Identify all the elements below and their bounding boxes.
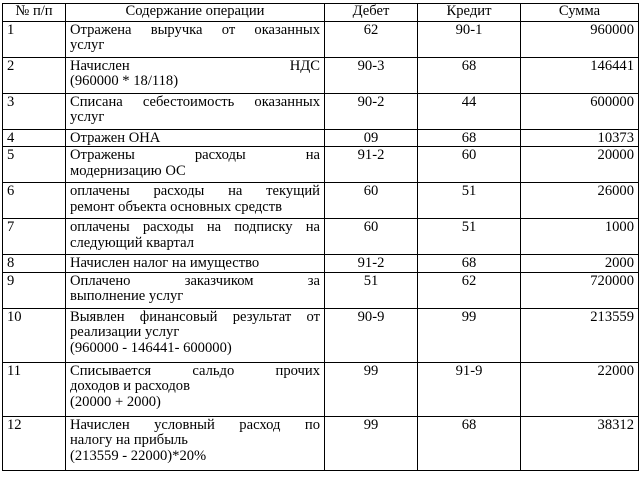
amount-value: 2000 bbox=[521, 255, 639, 272]
table-row bbox=[3, 147, 639, 183]
operation-line: Выявлен финансовый результат от bbox=[70, 308, 320, 325]
header-amount: Сумма bbox=[521, 4, 639, 22]
row-number: 10 bbox=[3, 308, 66, 362]
table-row bbox=[3, 58, 639, 94]
operation-line: услуг bbox=[70, 109, 105, 126]
operation-description bbox=[66, 183, 325, 219]
debit-account: 60 bbox=[325, 219, 418, 255]
operation-line: (960000 - 146441- 600000) bbox=[70, 339, 232, 356]
table-row bbox=[3, 130, 639, 147]
table-row bbox=[3, 416, 639, 470]
operation-line: (20000 + 2000) bbox=[70, 393, 161, 410]
debit-account: 91-2 bbox=[325, 147, 418, 183]
operation-line: реализации услуг bbox=[70, 324, 180, 341]
operation-description bbox=[66, 219, 325, 255]
table-row bbox=[3, 255, 639, 272]
row-number: 6 bbox=[3, 183, 66, 219]
table-row bbox=[3, 219, 639, 255]
operation-description bbox=[66, 58, 325, 94]
operation-line: Списана себестоимость оказанных bbox=[70, 94, 320, 110]
amount-value: 146441 bbox=[521, 58, 639, 94]
amount-value: 38312 bbox=[521, 416, 639, 470]
operation-description bbox=[66, 94, 325, 130]
row-number: 2 bbox=[3, 58, 66, 94]
amount-value: 600000 bbox=[521, 94, 639, 130]
amount-value: 20000 bbox=[521, 147, 639, 183]
operation-line: Начислен НДС bbox=[70, 58, 320, 74]
amount-value: 720000 bbox=[521, 272, 639, 308]
header-operation: Содержание операции bbox=[66, 4, 325, 22]
operation-description bbox=[66, 22, 325, 58]
row-number: 8 bbox=[3, 255, 66, 272]
operations-table bbox=[2, 3, 639, 471]
row-number: 7 bbox=[3, 219, 66, 255]
amount-value: 960000 bbox=[521, 22, 639, 58]
header-credit: Кредит bbox=[418, 4, 521, 22]
operation-description bbox=[66, 147, 325, 183]
operation-line: выполнение услуг bbox=[70, 288, 184, 305]
amount-value: 26000 bbox=[521, 183, 639, 219]
operation-line: Списывается сальдо прочих bbox=[70, 362, 320, 379]
credit-account: 51 bbox=[418, 219, 521, 255]
header-row bbox=[3, 4, 639, 22]
debit-account: 91-2 bbox=[325, 255, 418, 272]
debit-account: 90-2 bbox=[325, 94, 418, 130]
operation-description bbox=[66, 362, 325, 416]
operation-line: оплачены расходы на подписку на bbox=[70, 219, 320, 236]
operation-line: Отражен ОНА bbox=[70, 130, 161, 146]
operation-line: (213559 - 22000)*20% bbox=[70, 447, 207, 464]
amount-value: 1000 bbox=[521, 219, 639, 255]
debit-account: 09 bbox=[325, 130, 418, 147]
debit-account: 90-3 bbox=[325, 58, 418, 94]
table-row bbox=[3, 308, 639, 362]
operation-line: модернизацию ОС bbox=[70, 162, 186, 179]
operation-line: оплачены расходы на текущий bbox=[70, 183, 320, 200]
row-number: 12 bbox=[3, 416, 66, 470]
table-row bbox=[3, 94, 639, 130]
amount-value: 213559 bbox=[521, 308, 639, 362]
debit-account: 90-9 bbox=[325, 308, 418, 362]
credit-account: 51 bbox=[418, 183, 521, 219]
operation-line: следующий квартал bbox=[70, 234, 194, 251]
row-number: 1 bbox=[3, 22, 66, 58]
credit-account: 68 bbox=[418, 58, 521, 94]
credit-account: 91-9 bbox=[418, 362, 521, 416]
header-debit: Дебет bbox=[325, 4, 418, 22]
operation-line: доходов и расходов bbox=[70, 378, 190, 395]
credit-account: 62 bbox=[418, 272, 521, 308]
credit-account: 68 bbox=[418, 416, 521, 470]
credit-account: 44 bbox=[418, 94, 521, 130]
row-number: 4 bbox=[3, 130, 66, 147]
debit-account: 60 bbox=[325, 183, 418, 219]
debit-account: 62 bbox=[325, 22, 418, 58]
row-number: 5 bbox=[3, 147, 66, 183]
table-row bbox=[3, 183, 639, 219]
table-row bbox=[3, 22, 639, 58]
debit-account: 51 bbox=[325, 272, 418, 308]
amount-value: 22000 bbox=[521, 362, 639, 416]
credit-account: 90-1 bbox=[418, 22, 521, 58]
row-number: 11 bbox=[3, 362, 66, 416]
row-number: 3 bbox=[3, 94, 66, 130]
operation-line: Оплачено заказчиком за bbox=[70, 272, 320, 289]
operation-line: ремонт объекта основных средств bbox=[70, 198, 283, 215]
table-row bbox=[3, 272, 639, 308]
operation-line: Начислен налог на имущество bbox=[70, 255, 260, 272]
header-num: № п/п bbox=[3, 4, 66, 22]
operation-description bbox=[66, 255, 325, 272]
operation-description bbox=[66, 272, 325, 308]
table-row bbox=[3, 362, 639, 416]
operation-line: Начислен условный расход по bbox=[70, 416, 320, 433]
operation-line: (960000 * 18/118) bbox=[70, 73, 179, 90]
credit-account: 99 bbox=[418, 308, 521, 362]
operation-line: Отражена выручка от оказанных bbox=[70, 22, 320, 38]
debit-account: 99 bbox=[325, 416, 418, 470]
debit-account: 99 bbox=[325, 362, 418, 416]
credit-account: 60 bbox=[418, 147, 521, 183]
operation-line: налогу на прибыль bbox=[70, 432, 188, 449]
operation-line: Отражены расходы на bbox=[70, 147, 320, 164]
operation-description bbox=[66, 416, 325, 470]
credit-account: 68 bbox=[418, 255, 521, 272]
operation-description bbox=[66, 308, 325, 362]
operation-description bbox=[66, 130, 325, 147]
amount-value: 10373 bbox=[521, 130, 639, 147]
credit-account: 68 bbox=[418, 130, 521, 147]
row-number: 9 bbox=[3, 272, 66, 308]
operation-line: услуг bbox=[70, 37, 105, 54]
